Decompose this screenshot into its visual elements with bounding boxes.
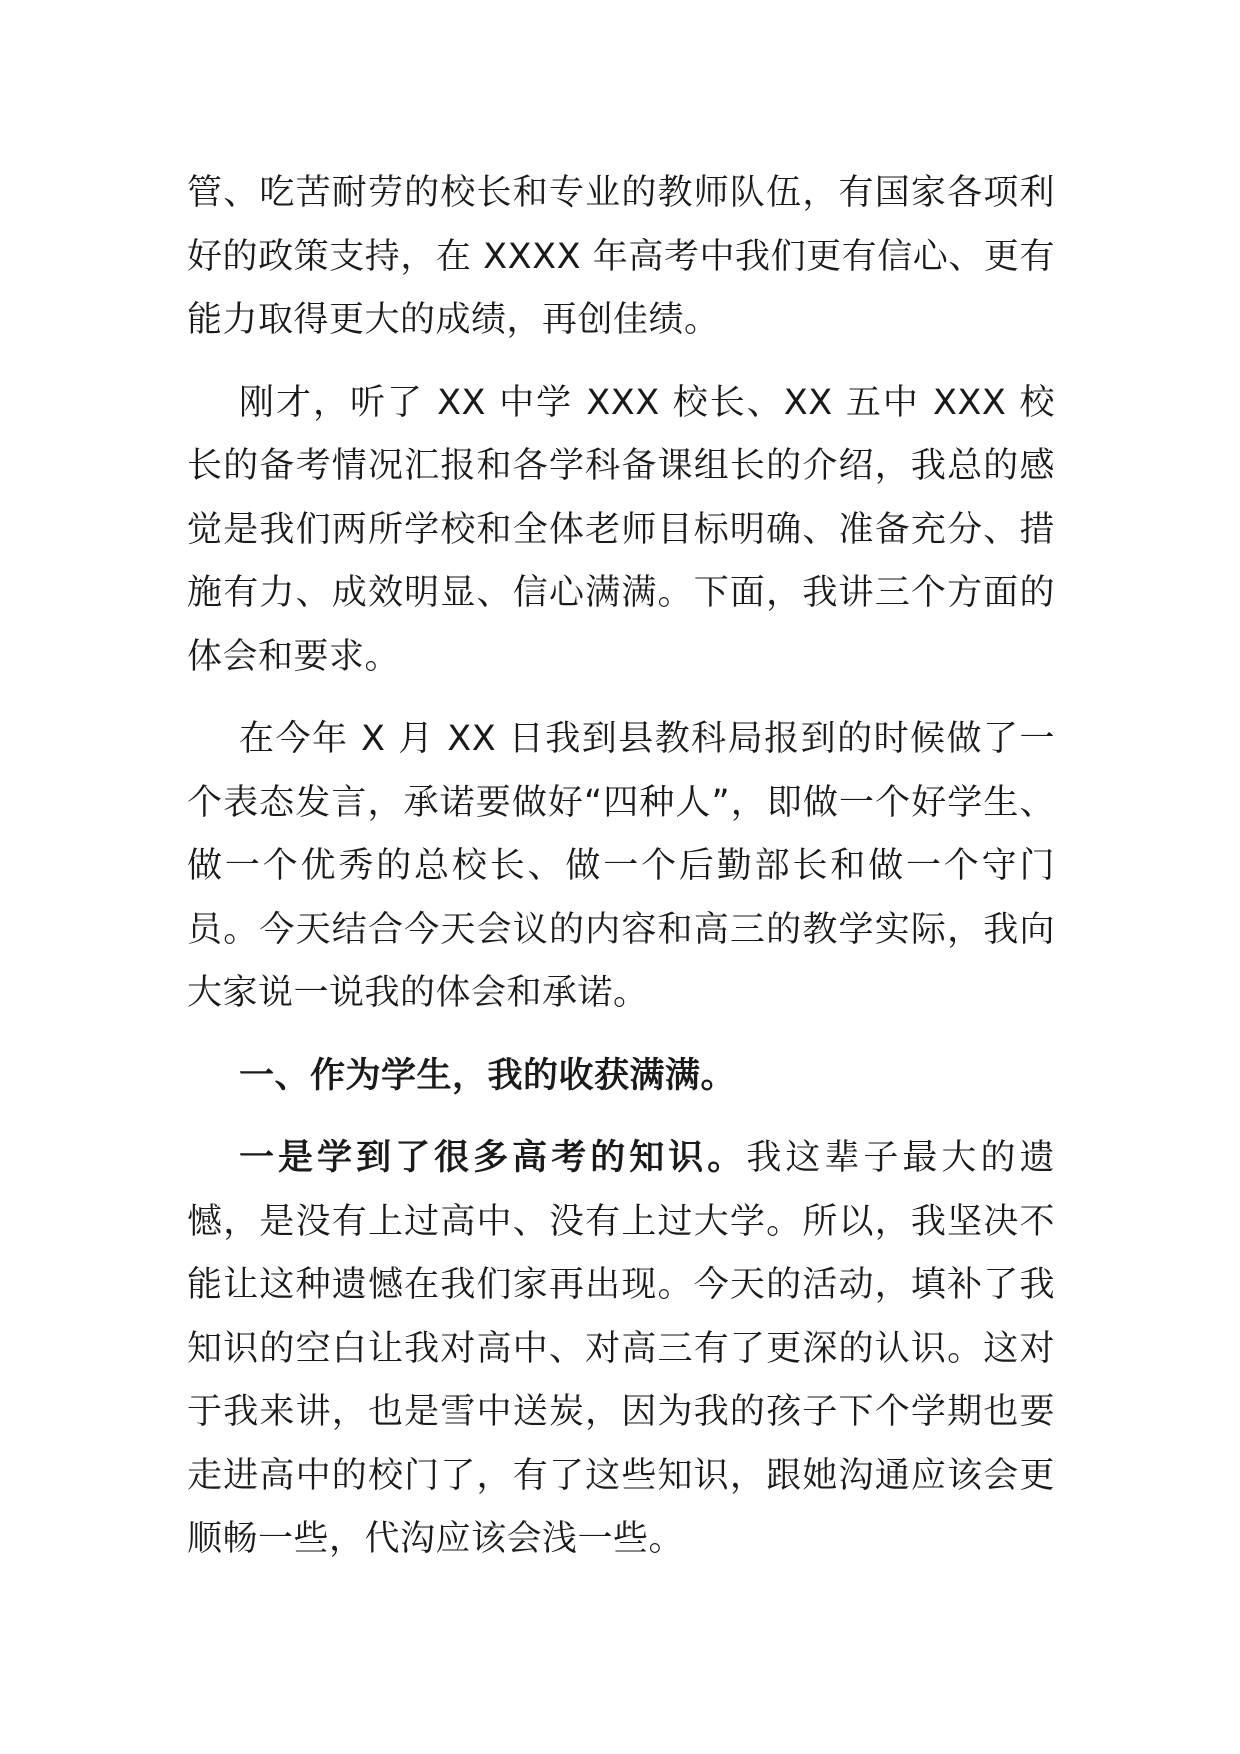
paragraph-4 [187,1127,1055,1572]
paragraph-4-body: 我这辈子最大的遗憾，是没有上过高中、没有上过大学。所以，我坚决不能让这种遗憾在我们家再出现。今天的活动，填补了我知识的空白让我对高中、对高三有了更深的认识。这对于我来讲，也是雪中送炭，因为我的孩子下个学期也要走进高中的校门了，有了这些知识，跟她沟通应该会更顺畅一些，代沟应该会浅一些。 [187,1138,1055,1559]
paragraph-2: 刚才，听了 XX 中学 XXX 校长、XX 五中 XXX 校长的备考情况汇报和各学科备课组长的介绍，我总的感觉是我们两所学校和全体老师目标明确、准备充分、措施有力、成效明显、信心满满。下面，我讲三个方面的体会和要求。 [187,382,1055,677]
document-body [187,162,1055,1591]
section-heading-1: 一、作为学生，我的收获满满。 [239,1055,737,1096]
paragraph-1: 管、吃苦耐劳的校长和专业的教师队伍，有国家各项利好的政策支持，在 XXXX 年高考中我们更有信心、更有能力取得更大的成绩，再创佳绩。 [187,173,1055,340]
paragraph-4-lead: 一是学到了很多高考的知识。 [239,1138,747,1178]
paragraph-3: 在今年 X 月 XX 日我到县教科局报到的时候做了一个表态发言，承诺要做好“四种人”，即做一个好学生、做一个优秀的总校长、做一个后勤部长和做一个守门员。今天结合今天会议的内容和高三的教学实际，我向大家说一说我的体会和承诺。 [187,719,1055,1013]
